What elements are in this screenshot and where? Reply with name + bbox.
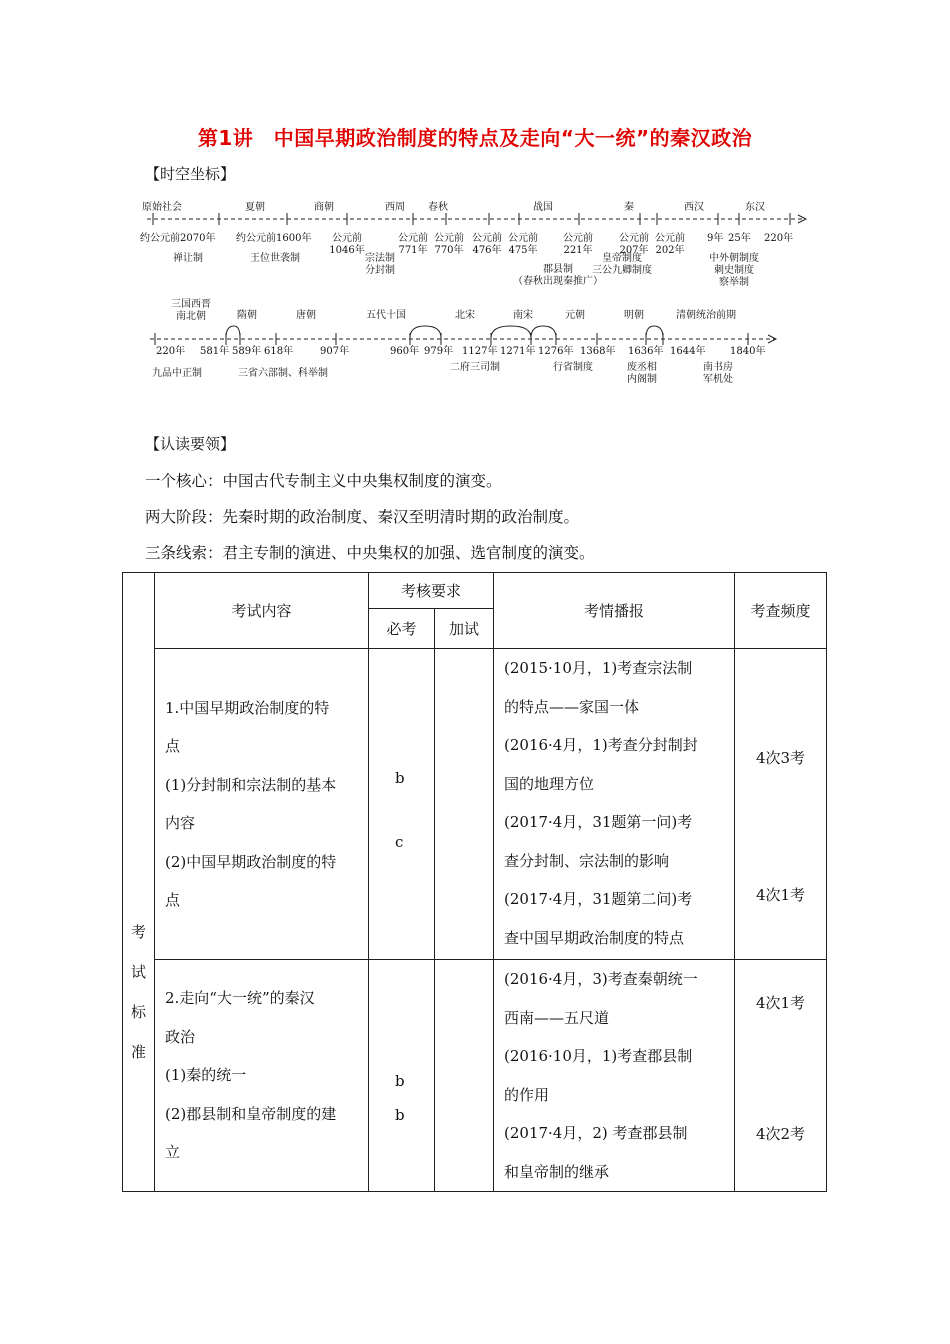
tl1-date: 公元前 476年 <box>472 233 502 256</box>
content-line: (2)郡县制和皇帝制度的建 <box>165 1104 337 1123</box>
reading-line-3: 三条线索：君主专制的演进、中央集权的加强、选官制度的演变。 <box>145 544 595 562</box>
page-title: 第1讲 中国早期政治制度的特点及走向“大一统”的秦汉政治 <box>197 126 753 150</box>
row1-extra <box>435 649 494 960</box>
row1-required <box>369 649 435 960</box>
report-line: 查分封制、宗法制的影响 <box>504 851 670 870</box>
reading-line-1: 一个核心：中国古代专制主义中央集权制度的演变。 <box>145 472 502 490</box>
tl1-date: 220年 <box>764 233 794 244</box>
tl1-period: 战国 <box>533 202 553 213</box>
tl2-date: 907年 <box>320 346 350 357</box>
required-level: b <box>395 1106 405 1124</box>
sui-brace <box>226 326 240 338</box>
tl1-date: 公元前 202年 <box>655 233 685 256</box>
tl2-period: 隋朝 <box>237 310 257 321</box>
row2-extra <box>435 960 494 1192</box>
tl1-event: 王位世袭制 <box>250 253 300 264</box>
tl1-date: 约公元前2070年 <box>140 233 216 244</box>
tl1-period: 夏朝 <box>245 202 265 213</box>
side-char: 试 <box>130 963 146 981</box>
tl1-date: 9年 <box>707 233 724 244</box>
side-char: 考 <box>130 923 146 941</box>
tl2-date: 1276年 <box>538 346 574 357</box>
tl1-date: 25年 <box>728 233 751 244</box>
tl1-date: 公元前 770年 <box>434 233 464 256</box>
tl2-date: 960年 <box>390 346 420 357</box>
row1-content <box>155 649 369 960</box>
tl1-date: 约公元前1600年 <box>236 233 312 244</box>
tl2-date: 589年 <box>232 346 262 357</box>
content-line: 点 <box>165 891 181 909</box>
header-required: 必考 <box>369 609 435 649</box>
tl1-date: 公元前 207年 <box>619 233 649 256</box>
frequency-value: 4次1考 <box>755 994 806 1012</box>
row2-required <box>369 960 435 1192</box>
frequency-value: 4次1考 <box>755 886 806 904</box>
tl1-event: 郡县制 （春秋出现秦推广） <box>513 264 603 287</box>
tl1-period: 西汉 <box>684 202 704 213</box>
tl1-period: 商朝 <box>314 202 334 213</box>
tl1-date: 公元前 771年 <box>398 233 428 256</box>
report-line: 查中国早期政治制度的特点 <box>504 928 685 947</box>
content-line: 1.中国早期政治制度的特 <box>165 698 330 717</box>
tl2-event: 南书房 军机处 <box>703 362 733 385</box>
tl2-event: 废丞相 内阁制 <box>627 362 657 385</box>
table-row <box>123 649 827 960</box>
report-line: (2015·10月，1)考查宗法制 <box>504 659 693 677</box>
row2-frequency <box>735 960 827 1192</box>
report-line: 的作用 <box>504 1085 550 1104</box>
report-line: 和皇帝制的继承 <box>504 1162 610 1181</box>
report-line: (2017·4月，2) 考查郡县制 <box>504 1124 688 1142</box>
header-requirement: 考核要求 <box>369 573 494 609</box>
overlap-brace-1 <box>410 326 441 338</box>
overlap-brace-4 <box>646 326 663 338</box>
tl2-date: 1840年 <box>730 346 766 357</box>
tl2-event: 二府三司制 <box>450 362 500 373</box>
tl1-event: 皇帝制度 三公九卿制度 <box>592 253 652 276</box>
reading-label: 【认读要领】 <box>145 435 236 453</box>
tl2-date: 979年 <box>424 346 454 357</box>
header-report: 考情播报 <box>494 573 735 649</box>
report-line: (2016·10月，1)考查郡县制 <box>504 1047 693 1065</box>
required-level: b <box>395 769 405 787</box>
tl2-date: 1127年 <box>462 346 498 357</box>
tl2-date: 1644年 <box>670 346 706 357</box>
side-char: 准 <box>130 1043 146 1061</box>
tl2-date: 618年 <box>264 346 294 357</box>
content-line: (2)中国早期政治制度的特 <box>165 852 337 871</box>
timeline-graphic <box>0 0 950 400</box>
tl1-date: 公元前 475年 <box>508 233 538 256</box>
tl1-event: 禅让制 <box>173 253 203 264</box>
tl1-event: 中外朝制度 刺史制度 察举制 <box>709 253 759 288</box>
tl1-period: 秦 <box>624 202 634 213</box>
tl1-date: 公元前 221年 <box>563 233 593 256</box>
row2-report <box>494 960 735 1192</box>
tl1-date: 公元前 1046年 <box>329 233 365 256</box>
content-line: 政治 <box>165 1027 196 1046</box>
content-line: 内容 <box>165 814 196 832</box>
exam-standard-table <box>122 572 827 1192</box>
content-line: 点 <box>165 737 181 755</box>
content-line: (1)分封制和宗法制的基本 <box>165 775 337 794</box>
content-line: 2.走向“大一统”的秦汉 <box>165 989 315 1008</box>
frequency-value: 4次3考 <box>755 749 806 767</box>
content-line: (1)秦的统一 <box>165 1066 247 1085</box>
overlap-brace-2 <box>491 326 531 338</box>
tl1-period: 西周 <box>385 202 405 213</box>
frequency-value: 4次2考 <box>755 1125 806 1143</box>
required-level: c <box>395 833 404 851</box>
report-line: 西南——五尺道 <box>504 1008 610 1027</box>
overlap-brace-3 <box>531 326 556 338</box>
row1-frequency <box>735 649 827 960</box>
tl2-period: 五代十国 <box>366 310 406 321</box>
tl2-period: 北宋 <box>455 310 475 321</box>
reading-line-2: 两大阶段：先秦时期的政治制度、秦汉至明清时期的政治制度。 <box>145 508 580 526</box>
tl1-period: 原始社会 <box>142 202 182 213</box>
tl2-event: 三省六部制、科举制 <box>238 368 328 379</box>
header-frequency: 考查频度 <box>735 573 827 649</box>
report-line: (2016·4月，3)考查秦朝统一 <box>504 970 698 988</box>
row1-report <box>494 649 735 960</box>
tl2-date: 1636年 <box>628 346 664 357</box>
tl2-event: 行省制度 <box>553 362 593 373</box>
tl2-date: 581年 <box>200 346 230 357</box>
tl2-date: 1271年 <box>500 346 536 357</box>
required-level: b <box>395 1072 405 1090</box>
tl1-period: 东汉 <box>745 202 765 213</box>
report-line: (2017·4月，31题第一问)考 <box>504 813 693 831</box>
tl1-period: 春秋 <box>428 202 448 213</box>
content-line: 立 <box>165 1143 181 1162</box>
tl2-date: 1368年 <box>580 346 616 357</box>
timeline-label: 【时空坐标】 <box>145 165 236 183</box>
tl2-period: 三国西晋 南北朝 <box>171 299 211 322</box>
tl2-date: 220年 <box>156 346 186 357</box>
tl2-period: 清朝统治前期 <box>676 310 736 321</box>
header-extra: 加试 <box>435 609 494 649</box>
row2-content <box>155 960 369 1192</box>
tl2-event: 九品中正制 <box>152 368 202 379</box>
tl1-event: 宗法制 分封制 <box>365 253 395 276</box>
report-line: (2016·4月，1)考查分封制封 <box>504 736 698 754</box>
side-char: 标 <box>130 1003 146 1021</box>
tl2-period: 唐朝 <box>296 310 316 321</box>
table-row <box>123 960 827 1192</box>
tl2-period: 南宋 <box>513 310 533 321</box>
report-line: 国的地理方位 <box>504 774 595 793</box>
tl2-period: 明朝 <box>624 310 644 321</box>
side-label-cell <box>123 573 155 1192</box>
tl2-period: 元朝 <box>565 310 585 321</box>
header-content: 考试内容 <box>155 573 369 649</box>
report-line: (2017·4月，31题第二问)考 <box>504 890 693 908</box>
report-line: 的特点——家国一体 <box>504 697 640 716</box>
